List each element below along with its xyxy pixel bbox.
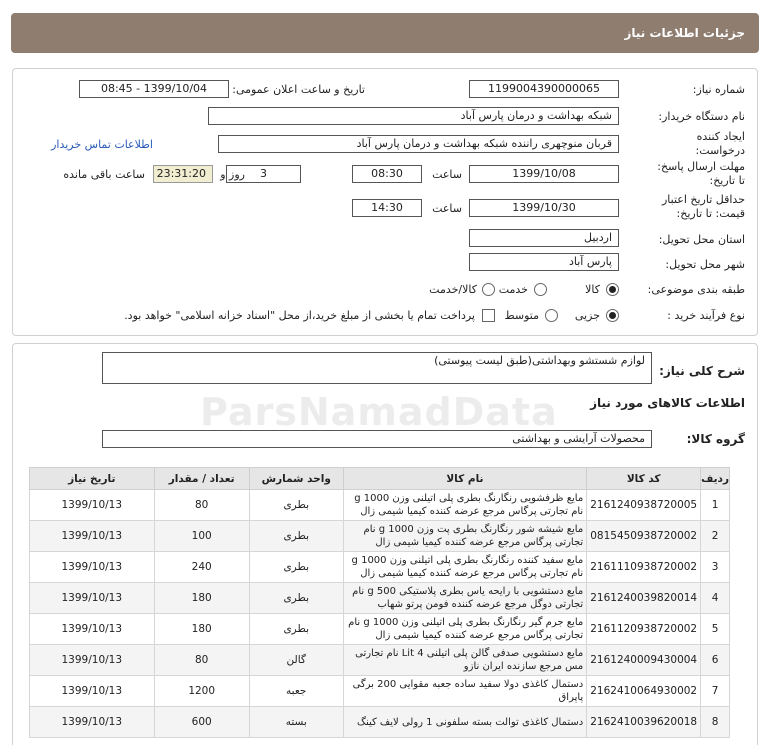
category-radio-goods[interactable]: [606, 283, 619, 296]
cell-unit: بطری: [249, 490, 343, 521]
cell-code: 2161240938720005: [587, 490, 701, 521]
cell-unit: گالن: [249, 645, 343, 676]
cell-index: 2: [701, 521, 730, 552]
treasury-payment-note: پرداخت تمام یا بخشی از مبلغ خرید،از محل "اسناد خزانه اسلامی" خواهد بود.: [124, 309, 475, 322]
need-number-field: 1199004390000065: [469, 80, 619, 98]
process-radio-medium[interactable]: [545, 309, 558, 322]
validity-time-field: 14:30: [352, 199, 422, 217]
table-row: [30, 521, 730, 552]
cell-unit: جعبه: [249, 676, 343, 707]
cell-name: مایع دستشویی با رایحه یاس بطری پلاستیکی 500 g نام تجارتی دوگل مرجع عرضه کننده فومن پرتو شهاب: [343, 583, 587, 614]
goods-info-title: اطلاعات کالاهای مورد نیاز: [590, 396, 745, 410]
col-header-qty: تعداد / مقدار: [154, 468, 249, 490]
process-radio-minor[interactable]: [606, 309, 619, 322]
page-header: [11, 13, 759, 53]
table-row: [30, 707, 730, 738]
cell-index: 7: [701, 676, 730, 707]
table-row: [30, 583, 730, 614]
category-radio-goods-service[interactable]: [482, 283, 495, 296]
summary-field: لوازم شستشو وبهداشتی(طبق لیست پیوستی): [102, 352, 652, 384]
creator-label-line2: درخواست:: [695, 144, 745, 157]
col-header-unit: واحد شمارش: [249, 468, 343, 490]
goods-group-label: گروه کالا:: [686, 432, 745, 446]
cell-date: 1399/10/13: [30, 490, 155, 521]
deadline-time-field: 08:30: [352, 165, 422, 183]
cell-qty: 80: [154, 645, 249, 676]
cell-code: 2161120938720002: [587, 614, 701, 645]
days-label: روز و: [220, 168, 245, 181]
cell-name: دستمال کاغذی توالت بسته سلفونی 1 رولی لایف کینگ: [343, 707, 587, 738]
col-header-name: نام کالا: [343, 468, 587, 490]
cell-name: مایع جرم گیر رنگارنگ بطری پلی اتیلنی وزن 1000 g نام تجارتی پرگاس مرجع عرضه کننده کیمیا شیمی زال: [343, 614, 587, 645]
city-label: شهر محل تحویل:: [665, 258, 745, 271]
deadline-date-field: 1399/10/08: [469, 165, 619, 183]
announce-field: 1399/10/04 - 08:45: [79, 80, 229, 98]
table-header-row: [30, 468, 730, 490]
remaining-time-field: 23:31:20: [153, 165, 213, 183]
cell-date: 1399/10/13: [30, 645, 155, 676]
cell-name: مایع دستشویی صدفی گالن پلی اتیلنی 4 Lit نام تجارتی مس مرجع سازنده ایران نازو: [343, 645, 587, 676]
table-row: [30, 490, 730, 521]
validity-label-line1: حداقل تاریخ اعتبار: [661, 193, 745, 206]
category-option-service: خدمت: [498, 283, 528, 296]
cell-name: مایع شیشه شور رنگارنگ بطری پت وزن 1000 g نام تجارتی پرگاس مرجع عرضه کننده کیمیا شیمی زال: [343, 521, 587, 552]
cell-code: 2161240009430004: [587, 645, 701, 676]
city-field: پارس آباد: [469, 253, 619, 271]
category-option-goods-service: کالا/خدمت: [429, 283, 477, 296]
announce-label: تاریخ و ساعت اعلان عمومی:: [232, 83, 365, 96]
cell-qty: 1200: [154, 676, 249, 707]
creator-field: قربان منوچهری راننده شبکه بهداشت و درمان پارس آباد: [218, 135, 619, 153]
table-row: [30, 676, 730, 707]
cell-name: دستمال کاغذی دولا سفید ساده جعبه مقوایی 200 برگی پاپراق: [343, 676, 587, 707]
cell-code: 2162410064930002: [587, 676, 701, 707]
col-header-code: کد کالا: [587, 468, 701, 490]
cell-qty: 600: [154, 707, 249, 738]
page-title: جزئیات اطلاعات نیاز: [624, 26, 745, 40]
deadline-label-line1: مهلت ارسال پاسخ:: [657, 160, 745, 173]
table-row: [30, 614, 730, 645]
validity-time-label: ساعت: [432, 202, 462, 215]
cell-date: 1399/10/13: [30, 583, 155, 614]
cell-code: 2162410039620018: [587, 707, 701, 738]
category-label: طبقه بندی موضوعی:: [647, 283, 745, 296]
need-number-label: شماره نیاز:: [692, 83, 745, 96]
col-header-date: تاریخ نیاز: [30, 468, 155, 490]
need-details-panel: [12, 68, 758, 336]
cell-unit: بطری: [249, 552, 343, 583]
process-label: نوع فرآیند خرید :: [667, 309, 745, 322]
cell-index: 8: [701, 707, 730, 738]
cell-code: 0815450938720002: [587, 521, 701, 552]
process-option-medium: متوسط: [504, 309, 539, 322]
cell-index: 3: [701, 552, 730, 583]
creator-label-line1: ایجاد کننده: [696, 130, 745, 143]
cell-date: 1399/10/13: [30, 676, 155, 707]
remaining-days-field: 3: [226, 165, 301, 183]
cell-date: 1399/10/13: [30, 707, 155, 738]
cell-date: 1399/10/13: [30, 614, 155, 645]
cell-name: مایع ظرفشویی رنگارنگ بطری پلی اتیلنی وزن 1000 g نام تجارتی پرگاس مرجع عرضه کننده کیمیا شیمی زال: [343, 490, 587, 521]
buyer-label: نام دستگاه خریدار:: [658, 110, 745, 123]
cell-qty: 180: [154, 614, 249, 645]
cell-code: 2161110938720002: [587, 552, 701, 583]
process-option-minor: جزیی: [574, 309, 600, 322]
cell-qty: 100: [154, 521, 249, 552]
watermark: ParsNamadData: [200, 390, 558, 434]
cell-unit: بطری: [249, 614, 343, 645]
category-radio-service[interactable]: [534, 283, 547, 296]
cell-unit: بسته: [249, 707, 343, 738]
cell-name: مایع سفید کننده رنگارنگ بطری پلی اتیلنی وزن 1000 g نام تجارتی پرگاس مرجع عرضه کننده کیمیا شیمی زال: [343, 552, 587, 583]
deadline-time-label: ساعت: [432, 168, 462, 181]
cell-unit: بطری: [249, 583, 343, 614]
category-option-goods: کالا: [585, 283, 600, 296]
cell-code: 2161240039820014: [587, 583, 701, 614]
cell-date: 1399/10/13: [30, 521, 155, 552]
province-label: استان محل تحویل:: [658, 233, 745, 246]
buyer-field: شبکه بهداشت و درمان پارس آباد: [208, 107, 619, 125]
goods-group-field: محصولات آرایشی و بهداشتی: [102, 430, 652, 448]
validity-label-line2: قیمت: تا تاریخ:: [676, 207, 745, 220]
table-row: [30, 552, 730, 583]
cell-index: 1: [701, 490, 730, 521]
table-row: [30, 645, 730, 676]
buyer-contact-link[interactable]: اطلاعات تماس خریدار: [51, 138, 153, 151]
goods-table: [29, 467, 730, 738]
cell-qty: 240: [154, 552, 249, 583]
cell-date: 1399/10/13: [30, 552, 155, 583]
cell-qty: 80: [154, 490, 249, 521]
validity-date-field: 1399/10/30: [469, 199, 619, 217]
summary-label: شرح کلی نیاز:: [659, 364, 745, 378]
cell-index: 4: [701, 583, 730, 614]
treasury-payment-checkbox[interactable]: [482, 309, 495, 322]
remaining-label: ساعت باقی مانده: [63, 168, 145, 181]
cell-index: 5: [701, 614, 730, 645]
cell-unit: بطری: [249, 521, 343, 552]
cell-qty: 180: [154, 583, 249, 614]
deadline-label-line2: تا تاریخ:: [709, 174, 745, 187]
province-field: اردبیل: [469, 229, 619, 247]
cell-index: 6: [701, 645, 730, 676]
col-header-index: ردیف: [701, 468, 730, 490]
